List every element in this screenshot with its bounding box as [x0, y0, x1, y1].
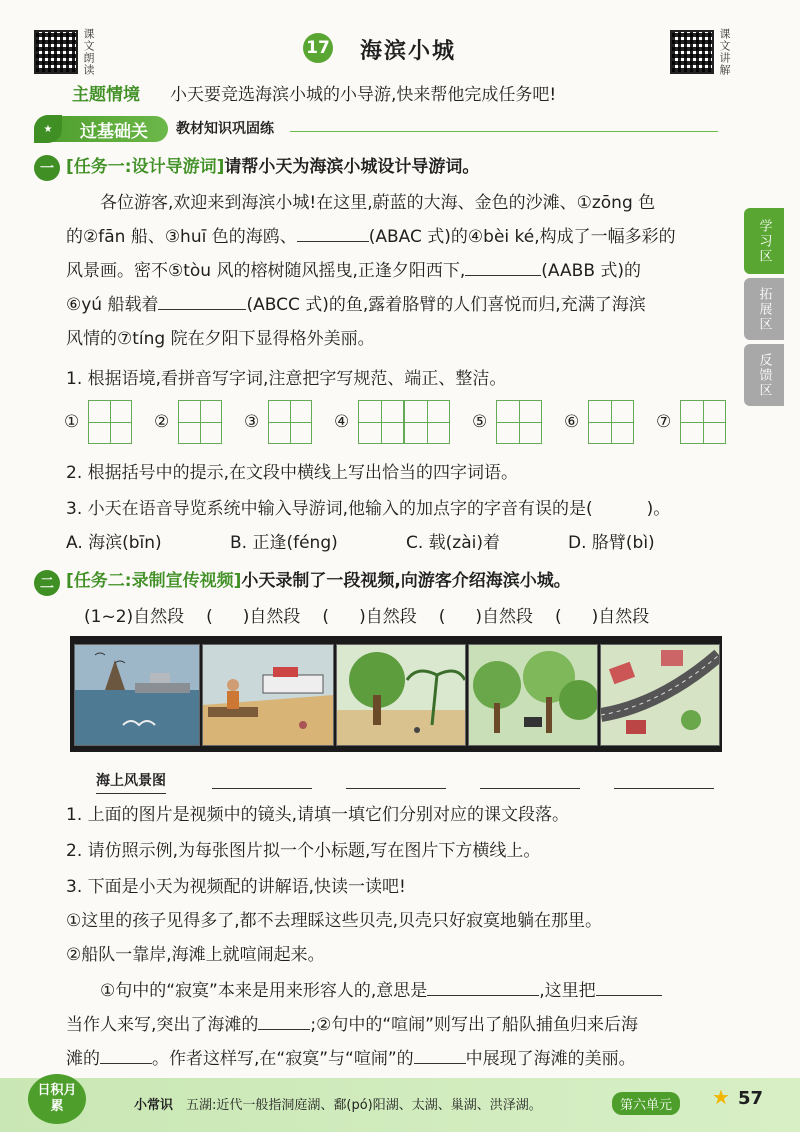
- blank-abcc[interactable]: [158, 309, 246, 310]
- page-number: 57: [738, 1088, 764, 1109]
- passage-line-1: 各位游客,欢迎来到海滨小城!在这里,蔚蓝的大海、金色的沙滩、①zōng 色: [100, 193, 656, 213]
- qr-code-explain[interactable]: [670, 30, 714, 74]
- task2-number-icon: 二: [34, 570, 60, 596]
- page-title: 海滨小城: [360, 39, 457, 64]
- task2-tag: [任务二:录制宣传视频]: [66, 571, 242, 591]
- option-d[interactable]: D. 胳臂(bì): [568, 533, 655, 553]
- task1-question-2: 2. 根据括号中的提示,在文段中横线上写出恰当的四字词语。: [66, 463, 519, 483]
- task1-question-3: [66, 492, 670, 526]
- blank-contrast[interactable]: [414, 1063, 466, 1064]
- analysis-line-2: [66, 1008, 638, 1042]
- para-label-4: )自然段: [475, 607, 533, 627]
- para-open-5: (: [554, 607, 562, 627]
- passage-line-3a: 风景画。密不⑤tòu 风的榕树随风摇曳,正逢夕阳西下,: [66, 261, 466, 281]
- qr-code-reading[interactable]: [34, 30, 78, 74]
- unit-label: 第六单元: [612, 1092, 680, 1115]
- passage-line-3b: (AABB 式)的: [541, 261, 642, 281]
- writing-box-3[interactable]: [268, 400, 312, 444]
- task1-number-icon: 一: [34, 155, 60, 181]
- side-tab-study[interactable]: 学习区: [744, 208, 784, 274]
- box-label-6: ⑥: [564, 412, 580, 432]
- analysis-1a: ①句中的“寂寞”本来是用来形容人的,意思是: [100, 981, 428, 1001]
- tip-label: 小常识: [134, 1098, 174, 1113]
- caption-line-4[interactable]: [480, 788, 580, 789]
- qr-left-label: 课文朗读: [82, 28, 95, 76]
- blank-meaning[interactable]: [427, 995, 539, 996]
- theme-text: 小天要竞选海滨小城的小导游,快来帮他完成任务吧!: [170, 85, 557, 105]
- sentence-2: ②船队一靠岸,海滩上就喧闹起来。: [66, 945, 325, 965]
- para-open-4: (: [438, 607, 446, 627]
- box-label-7: ⑦: [656, 412, 672, 432]
- footer-badge: 日积月累: [28, 1074, 86, 1124]
- box-label-3: ③: [244, 412, 260, 432]
- qr-right-label: 课文讲解: [718, 28, 731, 76]
- theme-label: 主题情境: [72, 85, 140, 105]
- section-title: 过基础关: [80, 121, 148, 142]
- box-label-5: ⑤: [472, 412, 488, 432]
- task1-tag: [任务一:设计导游词]: [66, 157, 225, 177]
- task2-question-2: 2. 请仿照示例,为每张图片拟一个小标题,写在图片下方横线上。: [66, 841, 541, 861]
- sentence-1: ①这里的孩子见得多了,都不去理睬这些贝壳,贝壳只好寂寞地躺在那里。: [66, 911, 603, 931]
- paragraph-labels: [84, 600, 649, 634]
- image-boat-dock: [202, 644, 334, 746]
- star-icon: ★: [712, 1085, 730, 1109]
- passage-line-4: [66, 288, 646, 322]
- image-sea-scene: [74, 644, 200, 746]
- passage-line-4b: (ABCC 式)的鱼,露着胳臂的人们喜悦而归,充满了海滨: [246, 295, 646, 315]
- passage-line-2b: (ABAC 式)的④bèi ké,构成了一幅多彩的: [368, 227, 676, 247]
- blank-quiet[interactable]: [258, 1029, 310, 1030]
- passage-line-2: [66, 220, 676, 254]
- analysis-line-1: [100, 974, 662, 1008]
- image-forest-park: [468, 644, 598, 746]
- analysis-line-3: [66, 1042, 636, 1076]
- side-tab-feedback[interactable]: 反馈区: [744, 344, 784, 406]
- writing-boxes-row: [64, 400, 744, 448]
- box-label-4: ④: [334, 412, 350, 432]
- image-tree-beach: [336, 644, 466, 746]
- passage-line-4a: ⑥yú 船载着: [66, 295, 159, 315]
- side-tab-extend[interactable]: 拓展区: [744, 278, 784, 340]
- caption-line-2[interactable]: [212, 788, 312, 789]
- caption-line-3[interactable]: [346, 788, 446, 789]
- box-label-1: ①: [64, 412, 80, 432]
- tip-text: 五湖:近代一般指洞庭湖、鄱(pó)阳湖、太湖、巢湖、洪泽湖。: [186, 1098, 542, 1113]
- analysis-1b: ,这里把: [539, 981, 596, 1001]
- writing-box-5[interactable]: [496, 400, 542, 444]
- para-label-5: )自然段: [591, 607, 650, 627]
- q3-text: 3. 小天在语音导览系统中输入导游词,他输入的加点字的字音有误的是(: [66, 499, 593, 519]
- para-label-2: )自然段: [242, 607, 301, 627]
- box-label-2: ②: [154, 412, 170, 432]
- analysis-2b: ;②句中的“喧闹”则写出了船队捕鱼归来后海: [310, 1015, 638, 1035]
- task1-header: [66, 150, 479, 184]
- writing-box-4b[interactable]: [404, 400, 450, 444]
- writing-box-2[interactable]: [178, 400, 222, 444]
- analysis-3b: 。作者这样写,在“寂寞”与“喧闹”的: [152, 1049, 414, 1069]
- passage-line-5: 风情的⑦tíng 院在夕阳下显得格外美丽。: [66, 329, 375, 349]
- passage-line-2a: 的②fān 船、③huī 色的海鸥、: [66, 227, 297, 247]
- lesson-number-badge: 17: [303, 33, 333, 63]
- task1-question-1: 1. 根据语境,看拼音写字词,注意把字写规范、端正、整洁。: [66, 369, 507, 389]
- writing-box-4a[interactable]: [358, 400, 404, 444]
- task2-instruction: 小天录制了一段视频,向游客介绍海滨小城。: [241, 571, 571, 591]
- blank-lively[interactable]: [100, 1063, 152, 1064]
- task1-instruction: 请帮小天为海滨小城设计导游词。: [224, 157, 480, 177]
- q3-options: [66, 526, 655, 560]
- analysis-3a: 滩的: [66, 1049, 100, 1069]
- option-c[interactable]: C. 载(zài)着: [406, 533, 501, 553]
- caption-line-5[interactable]: [614, 788, 714, 789]
- option-a[interactable]: A. 海滨(bīn): [66, 533, 162, 553]
- analysis-3c: 中展现了海滩的美丽。: [465, 1049, 636, 1069]
- section-subtitle: 教材知识巩固练: [176, 121, 274, 137]
- passage-line-3: [66, 254, 641, 288]
- writing-box-1[interactable]: [88, 400, 132, 444]
- writing-box-6[interactable]: [588, 400, 634, 444]
- task2-header: [66, 564, 571, 598]
- para-open-3: (: [322, 607, 330, 627]
- q3-end: )。: [646, 499, 671, 519]
- para-open-2: (: [206, 607, 213, 627]
- film-strip: [70, 636, 722, 752]
- writing-box-7[interactable]: [680, 400, 726, 444]
- para-label-1: (1~2)自然段: [84, 607, 185, 627]
- blank-abac[interactable]: [297, 241, 369, 242]
- option-b[interactable]: B. 正逢(féng): [230, 533, 338, 553]
- image-town-aerial: [600, 644, 720, 746]
- leaf-icon: ★: [34, 115, 62, 143]
- task2-question-1: 1. 上面的图片是视频中的镜头,请填一填它们分别对应的课文段落。: [66, 805, 570, 825]
- section-divider: [290, 131, 718, 132]
- task2-question-3: 3. 下面是小天为视频配的讲解语,快读一读吧!: [66, 877, 406, 897]
- analysis-2a: 当作人来写,突出了海滩的: [66, 1015, 259, 1035]
- para-label-3: )自然段: [359, 607, 417, 627]
- blank-aabb[interactable]: [465, 275, 541, 276]
- blank-object[interactable]: [596, 995, 662, 996]
- caption-example: 海上风景图: [96, 770, 166, 794]
